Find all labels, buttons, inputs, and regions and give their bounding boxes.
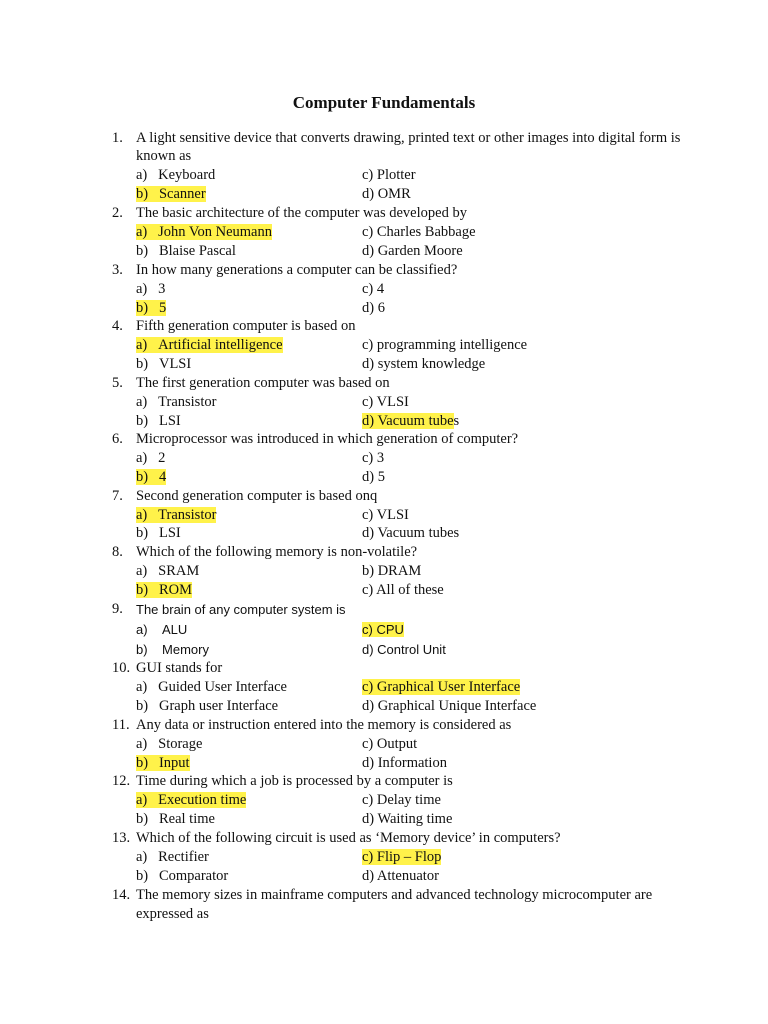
option-b-answer xyxy=(136,299,166,318)
option-label: a) xyxy=(136,507,148,523)
option-a xyxy=(136,562,199,581)
option-d: d) Vacuum tubes xyxy=(362,525,460,541)
option-d: d) Attenuator xyxy=(362,868,439,884)
option-text: Comparator xyxy=(158,868,229,884)
option-text: Guided User Interface xyxy=(158,679,287,695)
question-number: 13. xyxy=(112,830,131,846)
option-label: b) xyxy=(136,413,149,429)
option-text: Keyboard xyxy=(158,167,216,183)
question-number: 6. xyxy=(112,431,123,447)
question-number: 14. xyxy=(112,887,131,903)
question-number: 8. xyxy=(112,544,123,560)
option-a xyxy=(136,393,216,412)
option-label: a) xyxy=(136,792,148,808)
option-label: b) xyxy=(136,582,149,598)
option-text: Artificial intelligence xyxy=(158,337,283,353)
option-d: d) Garden Moore xyxy=(362,243,463,259)
option-b xyxy=(136,697,278,716)
option-suffix: s xyxy=(453,413,460,429)
option-text: 5 xyxy=(158,300,167,316)
option-text: SRAM xyxy=(158,563,200,579)
option-label: a) xyxy=(136,167,148,183)
highlighted-answer: c) CPU xyxy=(362,622,404,637)
option-b-answer xyxy=(136,185,206,204)
option-d: d) system knowledge xyxy=(362,356,486,372)
question-text: A light sensitive device that converts drawing, printed text or other images into digital form is xyxy=(136,130,681,146)
highlighted-answer xyxy=(136,582,192,598)
option-d-answer xyxy=(362,412,459,431)
option-text: ALU xyxy=(162,622,188,637)
option-text: Rectifier xyxy=(158,849,209,865)
question-text: Time during which a job is processed by a computer is xyxy=(136,773,453,789)
highlighted-answer xyxy=(136,755,190,771)
option-b-answer xyxy=(136,581,192,600)
highlighted-answer xyxy=(136,300,166,316)
question-number: 10. xyxy=(112,660,131,676)
option-b xyxy=(136,355,191,374)
question-number: 3. xyxy=(112,262,123,278)
option-d: d) OMR xyxy=(362,186,411,202)
option-a xyxy=(136,620,187,639)
option-a xyxy=(136,166,215,185)
option-label: a) xyxy=(136,736,148,752)
option-label: a) xyxy=(136,622,148,637)
option-label: b) xyxy=(136,469,149,485)
question-number: 9. xyxy=(112,601,123,617)
option-text: 3 xyxy=(158,281,166,297)
question-number: 1. xyxy=(112,130,123,146)
question-number: 5. xyxy=(112,375,123,391)
option-label: a) xyxy=(136,563,148,579)
highlighted-answer xyxy=(136,469,166,485)
option-a xyxy=(136,280,165,299)
option-text: John Von Neumann xyxy=(158,224,272,240)
option-c: c) Plotter xyxy=(362,167,416,183)
option-d: d) 6 xyxy=(362,300,385,316)
question-text: GUI stands for xyxy=(136,660,223,676)
option-label: a) xyxy=(136,394,148,410)
option-label: b) xyxy=(136,186,149,202)
option-c: b) DRAM xyxy=(362,563,422,579)
option-b xyxy=(136,810,215,829)
option-c: c) Charles Babbage xyxy=(362,224,476,240)
option-label: b) xyxy=(136,300,149,316)
option-d: d) Waiting time xyxy=(362,811,453,827)
option-b xyxy=(136,640,209,659)
option-label: b) xyxy=(136,868,149,884)
highlighted-answer: c) Flip – Flop xyxy=(362,849,442,865)
question-text: In how many generations a computer can be classified? xyxy=(136,262,458,278)
highlighted-answer xyxy=(136,186,206,202)
option-b-answer xyxy=(136,754,190,773)
option-b xyxy=(136,412,181,431)
question-number: 11. xyxy=(112,717,130,733)
option-c: c) Output xyxy=(362,736,418,752)
question-text: Which of the following circuit is used as ‘Memory device’ in computers? xyxy=(136,830,561,846)
option-c-answer xyxy=(362,848,441,867)
option-text: Blaise Pascal xyxy=(158,243,236,259)
question-text: Any data or instruction entered into the memory is considered as xyxy=(136,717,512,733)
option-label: a) xyxy=(136,224,148,240)
option-d: d) Information xyxy=(362,755,447,771)
option-c: c) VLSI xyxy=(362,394,409,410)
highlighted-answer: d) Vacuum tube xyxy=(362,413,454,429)
option-c-answer xyxy=(362,678,520,697)
option-text: Graph user Interface xyxy=(158,698,279,714)
option-label: b) xyxy=(136,755,149,771)
option-b-answer xyxy=(136,468,166,487)
question-text: The basic architecture of the computer was developed by xyxy=(136,205,467,221)
question-number: 4. xyxy=(112,318,123,334)
highlighted-answer xyxy=(136,507,216,523)
question-number: 2. xyxy=(112,205,123,221)
option-label: b) xyxy=(136,525,149,541)
option-text: LSI xyxy=(158,413,181,429)
option-label: a) xyxy=(136,450,148,466)
option-a-answer xyxy=(136,336,283,355)
option-c: c) VLSI xyxy=(362,507,409,523)
option-a xyxy=(136,735,202,754)
question-text: The memory sizes in mainframe computers and advanced technology microcomputer are xyxy=(136,887,653,903)
question-number: 7. xyxy=(112,488,123,504)
option-text: LSI xyxy=(158,525,181,541)
option-text: Transistor xyxy=(158,507,217,523)
question-text: Which of the following memory is non-volatile? xyxy=(136,544,418,560)
option-label: a) xyxy=(136,849,148,865)
question-text: Second generation computer is based onq xyxy=(136,488,378,504)
option-text: Scanner xyxy=(158,186,206,202)
highlighted-answer: c) Graphical User Interface xyxy=(362,679,521,695)
option-text: Memory xyxy=(162,642,209,657)
option-b xyxy=(136,242,236,261)
question-text-continued: expressed as xyxy=(136,906,209,922)
option-label: b) xyxy=(136,356,149,372)
option-text: ROM xyxy=(158,582,193,598)
option-a xyxy=(136,678,287,697)
option-label: a) xyxy=(136,679,148,695)
option-text: 4 xyxy=(158,469,167,485)
option-text: Storage xyxy=(158,736,203,752)
option-c: c) Delay time xyxy=(362,792,441,808)
option-a xyxy=(136,449,165,468)
option-d: d) Graphical Unique Interface xyxy=(362,698,537,714)
option-c-answer xyxy=(362,620,404,639)
option-a-answer xyxy=(136,223,272,242)
option-label: b) xyxy=(136,642,148,657)
option-c: c) programming intelligence xyxy=(362,337,528,353)
option-c: c) 4 xyxy=(362,281,385,297)
option-text: Execution time xyxy=(158,792,247,808)
option-a-answer xyxy=(136,506,216,525)
option-text: Transistor xyxy=(158,394,217,410)
question-number: 12. xyxy=(112,773,131,789)
option-a-answer xyxy=(136,791,246,810)
option-b xyxy=(136,524,181,543)
option-text: VLSI xyxy=(158,356,192,372)
question-text: Fifth generation computer is based on xyxy=(136,318,356,334)
option-d: c) All of these xyxy=(362,582,444,598)
option-d: d) 5 xyxy=(362,469,385,485)
question-text: The brain of any computer system is xyxy=(136,602,346,617)
question-text: Microprocessor was introduced in which generation of computer? xyxy=(136,431,519,447)
option-label: b) xyxy=(136,243,149,259)
option-label: b) xyxy=(136,698,149,714)
option-label: a) xyxy=(136,337,148,353)
option-b xyxy=(136,867,228,886)
option-c: c) 3 xyxy=(362,450,385,466)
question-text-continued: known as xyxy=(136,148,192,164)
option-label: b) xyxy=(136,811,149,827)
page-title: Computer Fundamentals xyxy=(292,93,476,112)
highlighted-answer xyxy=(136,792,246,808)
highlighted-answer xyxy=(136,224,272,240)
option-text: Input xyxy=(158,755,190,771)
option-text: 2 xyxy=(158,450,166,466)
option-text: Real time xyxy=(158,811,215,827)
option-label: a) xyxy=(136,281,148,297)
option-a xyxy=(136,848,209,867)
highlighted-answer xyxy=(136,337,283,353)
question-text: The first generation computer was based on xyxy=(136,375,390,391)
option-d: d) Control Unit xyxy=(362,642,446,657)
